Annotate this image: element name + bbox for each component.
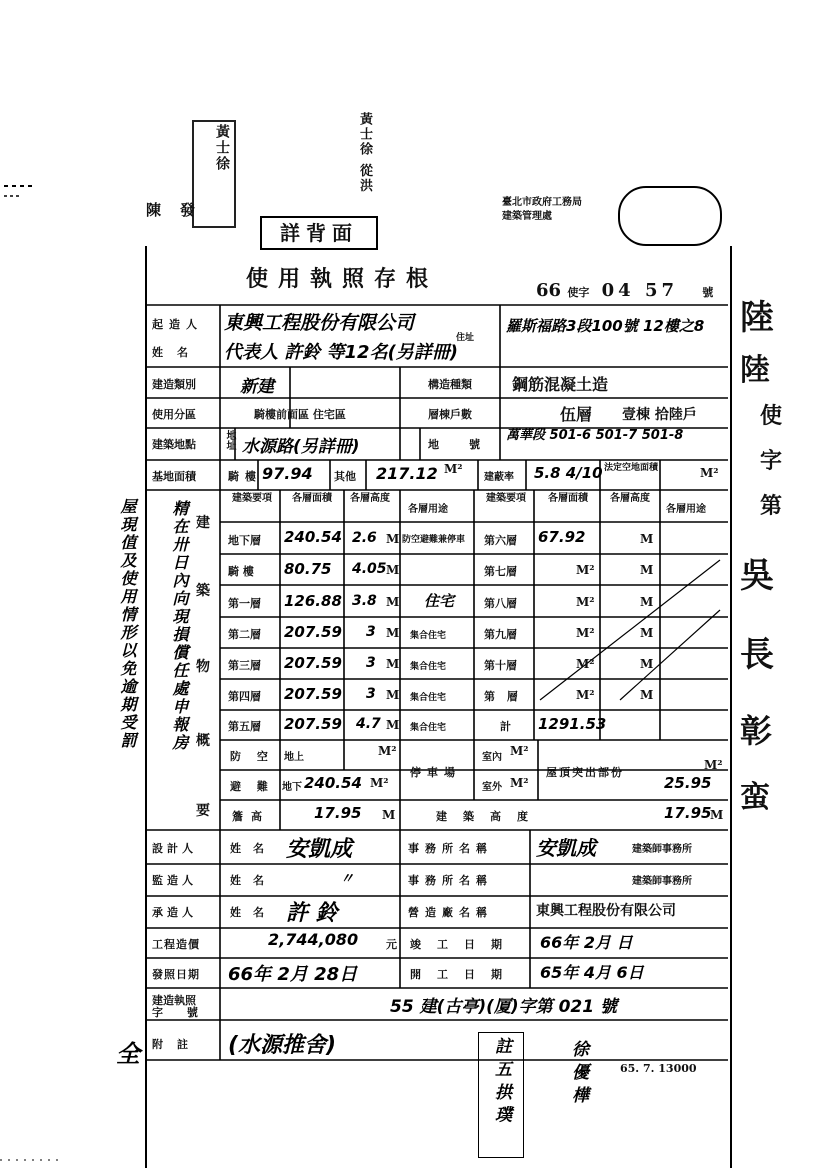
permit-value: 55 建(古亭)(厦)字第 021 號 <box>390 997 617 1017</box>
floor-use: 集合住宅 <box>410 693 447 703</box>
arcade-value: 97.94 <box>262 464 313 483</box>
floor-use: 集合住宅 <box>410 631 447 641</box>
legal-area-unit: M² <box>700 466 719 480</box>
unit-m2: M² <box>576 626 595 640</box>
floor-use: 集合住宅 <box>410 723 447 733</box>
floor-height: 3 <box>366 686 376 702</box>
floor-name: 計 <box>500 720 511 733</box>
builder-company: 東興工程股份有限公司 <box>224 312 415 334</box>
license-suffix: 號 <box>702 286 714 299</box>
struct-label: 構造種類 <box>428 378 472 391</box>
cost-label: 工程造價 <box>152 938 200 951</box>
legal-area-label: 法定空地面積 <box>604 463 659 473</box>
seal-stamp-2-text: 黃士徐 從洪 <box>357 112 372 194</box>
note-label: 附註 <box>152 1038 202 1051</box>
shelter-above: 地上 <box>284 752 304 763</box>
floor-height: 3 <box>366 624 376 640</box>
col-height-right: 各層高度 <box>610 493 650 504</box>
floor-use: 住宅 <box>424 592 455 610</box>
floor-area: 80.75 <box>284 560 332 578</box>
start-label: 開工日期 <box>410 968 518 981</box>
site-addr-label: 地址 <box>224 430 235 450</box>
unit-m2: M² <box>576 563 595 577</box>
eave-label: 簷高 <box>232 810 270 823</box>
unit-m: M <box>640 563 654 577</box>
eave-unit: M <box>382 808 396 822</box>
unit-m: M <box>640 532 654 546</box>
floor-name: 第一層 <box>228 597 261 610</box>
contractor-firm-label: 營造廠名稱 <box>408 906 493 919</box>
designer-label: 設計人 <box>152 842 197 855</box>
right-char-7: 長 <box>740 635 774 675</box>
coverage-label: 建蔽率 <box>484 472 514 483</box>
seal-stamp-1-text: 黃士徐 <box>214 124 230 172</box>
unit-m: M <box>640 595 654 609</box>
license-no: 04 57 <box>601 280 678 301</box>
print-code: 65. 7. 13000 <box>620 1062 697 1075</box>
floor-name: 第七層 <box>484 565 517 578</box>
unit-m: M <box>386 657 400 671</box>
floor-name: 地下層 <box>228 534 261 547</box>
coverage-value: 5.8 4/10 <box>534 464 603 482</box>
roof-unit: M² <box>704 758 723 772</box>
right-char-5: 第 <box>760 493 783 519</box>
floor-name: 第二層 <box>228 628 261 641</box>
left-margin-title: 精在卅日內向現損償任處申報房 <box>170 500 189 752</box>
shelter-below-unit: M² <box>370 776 389 790</box>
contractor-label: 承造人 <box>152 906 197 919</box>
floor-area: 207.59 <box>284 654 342 672</box>
right-char-3: 使 <box>760 403 783 429</box>
floor-area: 1291.53 <box>538 715 607 733</box>
builder-label: 起造人 <box>152 318 203 331</box>
builder-addr: 羅斯福路3段100號 12樓之8 <box>506 317 705 335</box>
unit-m2: M² <box>576 688 595 702</box>
unit-m: M <box>640 688 654 702</box>
office-stamp-line-1: 臺北市政府工務局 <box>502 197 582 208</box>
unit-m: M <box>386 563 400 577</box>
lot-label: 地號 <box>428 438 510 451</box>
site-label: 建築地點 <box>152 438 196 451</box>
floor-height: 3.8 <box>352 593 377 609</box>
parking-outdoor-unit: M² <box>510 776 529 790</box>
build-type-value: 新建 <box>240 377 274 397</box>
unit-m: M <box>386 532 400 546</box>
other-label: 其他 <box>334 470 356 483</box>
right-char-2: 陸 <box>740 353 770 388</box>
detail-back-text: 詳背面 <box>280 221 358 245</box>
bh-value: 17.95 <box>664 804 712 822</box>
floor-height: 2.6 <box>352 530 377 546</box>
floor-area: 207.59 <box>284 623 342 641</box>
designer-name-label: 姓名 <box>230 842 276 855</box>
arcade-label: 騎樓 <box>228 470 262 483</box>
unit-m: M <box>386 595 400 609</box>
site-area-label: 基地面積 <box>152 470 196 483</box>
floor-name: 第十層 <box>484 659 517 672</box>
right-char-8: 彰 <box>740 712 773 750</box>
finish-label: 竣工日期 <box>410 938 518 951</box>
right-char-9: 蛮 <box>740 780 770 815</box>
eave-value: 17.95 <box>314 804 362 822</box>
floor-use: 防空避難兼停車 <box>402 535 466 545</box>
side-zhu: 築 <box>196 583 210 599</box>
unit-m2: M² <box>576 595 595 609</box>
supervisor-name-value: 〃 <box>340 871 354 887</box>
unit-m: M <box>640 657 654 671</box>
contractor-firm-value: 東興工程股份有限公司 <box>536 903 676 919</box>
col-area-left: 各層面積 <box>292 493 332 504</box>
other-unit: M² <box>444 462 463 476</box>
parking-indoor: 室內 <box>482 752 502 763</box>
site-addr-value: 水源路(另詳冊) <box>242 437 360 457</box>
start-value: 65年 4月 6日 <box>540 963 644 982</box>
parking-indoor-unit: M² <box>510 744 529 758</box>
shelter-below-value: 240.54 <box>304 774 362 792</box>
unit-m: M <box>386 718 400 732</box>
supervisor-label: 監造人 <box>152 874 197 887</box>
issue-value: 66年 2月 28日 <box>228 964 358 985</box>
permit-label-2: 字 號 <box>152 1006 208 1019</box>
right-char-1: 陸 <box>740 298 774 338</box>
form-title: 使用執照存根 <box>246 266 439 292</box>
permit-label-1: 建造執照 <box>152 994 196 1007</box>
supervisor-suffix: 建築師事務所 <box>632 876 692 887</box>
shelter-label-1: 防 空 <box>230 750 274 763</box>
designer-name-value: 安凱成 <box>286 837 353 862</box>
cost-unit: 元 <box>386 938 397 951</box>
floor-height: 4.7 <box>356 716 381 732</box>
floor-area: 67.92 <box>538 528 586 546</box>
floor-name: 第八層 <box>484 597 517 610</box>
supervisor-office-label: 事務所名稱 <box>408 874 493 887</box>
floor-area: 207.59 <box>284 685 342 703</box>
struct-value: 鋼筋混凝土造 <box>512 375 609 394</box>
zone-label: 使用分區 <box>152 408 196 421</box>
build-type-label: 建造類別 <box>152 378 196 391</box>
parking-outdoor: 室外 <box>482 782 502 793</box>
cost-value: 2,744,080 <box>268 930 359 949</box>
col-area-right: 各層面積 <box>548 493 588 504</box>
contractor-name-value: 許 鈴 <box>286 901 338 926</box>
bh-label: 建築高度 <box>436 810 544 823</box>
side-build: 建 <box>196 515 210 531</box>
floor-height: 4.05 <box>352 561 387 577</box>
side-gai: 概 <box>196 733 210 749</box>
scan-edge-marks <box>0 0 60 1168</box>
left-margin-note: 屋現值及使用情形以免逾期受罰 <box>118 498 137 750</box>
note-value: (水源推舍) <box>228 1033 337 1058</box>
floor-name: 第 層 <box>484 690 522 703</box>
floor-name: 第九層 <box>484 628 517 641</box>
license-word: 使字 <box>567 286 590 299</box>
floors-label: 層棟戶數 <box>428 408 472 421</box>
lot-value: 萬華段 501-6 501-7 501-8 <box>506 428 684 443</box>
designer-suffix: 建築師事務所 <box>632 844 692 855</box>
side-wu: 物 <box>196 659 210 675</box>
floor-name: 第五層 <box>228 720 261 733</box>
chen-label: 陳 <box>146 201 162 219</box>
contractor-name-label: 姓名 <box>230 906 276 919</box>
zone-value: 騎樓前面區 住宅區 <box>254 408 346 421</box>
unit-m2: M² <box>576 657 595 671</box>
shelter-below: 地下 <box>282 782 302 793</box>
other-value: 217.12 <box>376 464 438 483</box>
col-height-left: 各層高度 <box>350 493 390 504</box>
right-char-6: 吳 <box>740 556 774 596</box>
right-char-4: 字 <box>760 448 783 474</box>
designer-office-label: 事務所名稱 <box>408 842 493 855</box>
fa-label: 發 <box>180 201 196 219</box>
issue-label: 發照日期 <box>152 968 200 981</box>
floor-name: 第三層 <box>228 659 261 672</box>
floor-name: 騎 樓 <box>228 565 254 578</box>
side-yao: 要 <box>196 803 210 819</box>
unit-m: M <box>386 626 400 640</box>
floor-name: 第四層 <box>228 690 261 703</box>
signature-2: 徐 優 樺 <box>568 1040 588 1103</box>
office-stamp-line-2: 建築管理處 <box>502 211 552 222</box>
unit-m: M <box>640 626 654 640</box>
col-item-right: 建築要項 <box>486 493 526 504</box>
builder-addr-label: 住址 <box>456 333 475 343</box>
floor-area: 240.54 <box>284 528 342 546</box>
floor-area: 126.88 <box>284 592 342 610</box>
finish-value: 66年 2月 日 <box>540 933 633 952</box>
bh-unit: M <box>710 808 724 822</box>
designer-office-value: 安凱成 <box>536 836 596 860</box>
col-item-left: 建築要項 <box>232 493 272 504</box>
units-value: 壹棟 拾陸戶 <box>622 407 697 423</box>
license-year: 66 <box>536 280 562 301</box>
shelter-above-unit: M² <box>378 744 397 758</box>
col-use-right: 各層用途 <box>666 504 706 515</box>
signature-stamp-1 <box>478 1032 524 1158</box>
floor-height: 3 <box>366 655 376 671</box>
builder-name-label: 姓名 <box>152 346 202 359</box>
col-use-left: 各層用途 <box>408 504 448 515</box>
roof-label: 屋頂突出部份 <box>546 766 624 779</box>
builder-rep: 代表人 許鈴 等12名(另詳冊) <box>224 342 459 363</box>
supervisor-name-label: 姓名 <box>230 874 276 887</box>
roof-value: 25.95 <box>664 774 712 792</box>
shelter-label-2: 避 難 <box>230 780 274 793</box>
floor-name: 第六層 <box>484 534 517 547</box>
floor-use: 集合住宅 <box>410 662 447 672</box>
unit-m: M <box>386 688 400 702</box>
left-margin-circle: 全 <box>116 1040 140 1068</box>
right-margin <box>740 290 830 816</box>
parking-label: 停車場 <box>410 766 461 779</box>
floors-value: 伍層 <box>560 405 593 424</box>
signature-1-text: 註 五 拱 璞 <box>491 1037 511 1123</box>
floor-area: 207.59 <box>284 715 342 733</box>
